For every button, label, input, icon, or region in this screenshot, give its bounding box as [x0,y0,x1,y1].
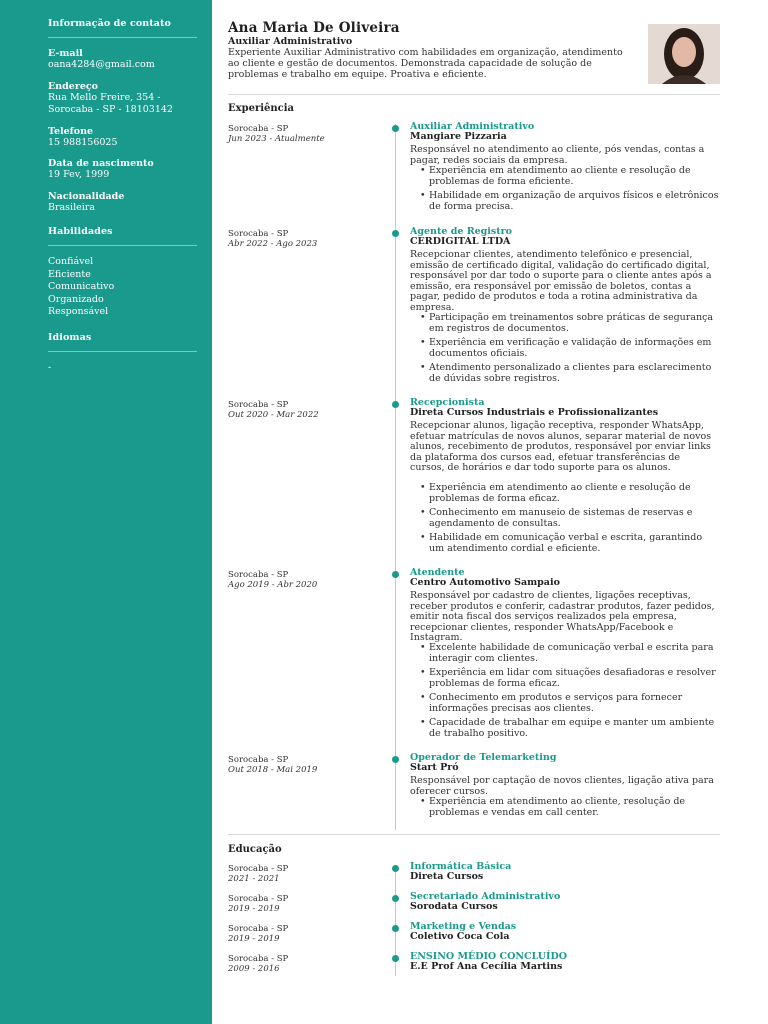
education-dates: 2021 - 2021 [228,874,280,884]
profile-photo [648,24,720,84]
timeline-dot [392,925,399,932]
job-description: Recepcionar alunos, ligação receptiva, responder WhatsApp, efetuar matrículas de novos alunos, separar material de novos alunos, recebimento de produtos, responsável por enviar links da plataforma dos cursos ead, efetuar transferências de cursos, de horários e dar todo suporte para os alunos. [410,420,712,473]
main-content [228,0,720,1024]
education-dates: 2009 - 2016 [228,964,280,974]
education-school: Coletivo Coca Cola [410,931,510,942]
job-bullets [410,166,720,216]
skill-item: Confiável [48,256,94,267]
divider [48,37,197,38]
education-location: Sorocaba - SP [228,924,289,934]
address-label: Endereço [48,80,99,92]
languages-section-title: Idiomas [48,331,92,343]
divider [48,245,197,246]
nationality-label: Nacionalidade [48,190,125,202]
education-section-title: Educação [228,844,282,855]
job-company: Mangiare Pizzaria [410,131,507,142]
email-label: E-mail [48,48,83,59]
list-item: • Experiência em atendimento ao cliente e resolução de problemas de forma eficaz. [410,483,720,504]
list-item: • Experiência em atendimento ao cliente, resolução de problemas e vendas em call center. [410,797,720,818]
job-bullets [410,643,720,743]
skill-item: Responsável [48,306,109,317]
section-divider [228,94,720,95]
address-value [48,92,198,117]
education-school: Direta Cursos [410,871,484,882]
job-location: Sorocaba - SP [228,570,289,580]
timeline-dot [392,895,399,902]
job-dates: Jun 2023 - Atualmente [228,134,325,144]
person-role: Auxiliar Administrativo [228,36,353,47]
profile-summary: Experiente Auxiliar Administrativo com habilidades em organização, atendimento ao cliente e gestão de documentos. Demonstrada capacidade de solução de problemas e trabalho em equipe. Proativa e eficiente. [228,47,623,80]
timeline-dot [392,571,399,578]
job-location: Sorocaba - SP [228,755,289,765]
address-line-1: Rua Mello Freire, 354 - [48,91,161,103]
education-title: ENSINO MÉDIO CONCLUÍDO [410,951,568,962]
skills-list [48,256,198,319]
section-divider [228,834,720,835]
timeline-dot [392,401,399,408]
education-location: Sorocaba - SP [228,864,289,874]
skill-item: Comunicativo [48,281,115,292]
list-item: • Habilidade em comunicação verbal e escrita, garantindo um atendimento cordial e eficiente. [410,533,720,554]
job-company: Centro Automotivo Sampaio [410,577,560,588]
job-title: Agente de Registro [410,226,512,237]
list-item: • Habilidade em organização de arquivos físicos e eletrônicos de forma precisa. [410,191,720,212]
job-title: Atendente [410,567,465,578]
education-title: Informática Básica [410,861,512,872]
education-title: Marketing e Vendas [410,921,517,932]
skill-item: Organizado [48,293,104,305]
job-title: Auxiliar Administrativo [410,121,535,132]
languages-value: - [48,361,52,373]
person-name: Ana Maria De Oliveira [228,20,400,36]
job-dates: Out 2020 - Mar 2022 [228,410,319,420]
education-school: Sorodata Cursos [410,901,498,912]
job-dates: Ago 2019 - Abr 2020 [228,580,318,590]
job-location: Sorocaba - SP [228,124,289,134]
education-title: Secretariado Administrativo [410,891,561,902]
timeline-dot [392,865,399,872]
education-dates: 2019 - 2019 [228,934,280,944]
job-location: Sorocaba - SP [228,229,289,239]
job-title: Recepcionista [410,397,485,408]
timeline-dot [392,230,399,237]
list-item: • Participação em treinamentos sobre práticas de segurança em registros de documentos. [410,313,720,334]
address-line-2: Sorocaba - SP - 18103142 [48,104,173,115]
person-avatar-icon [648,24,720,84]
job-location: Sorocaba - SP [228,400,289,410]
email-value[interactable]: oana4284@gmail.com [48,59,155,70]
education-school: E.E Prof Ana Cecília Martins [410,961,563,972]
sidebar [0,0,212,1024]
job-description: Responsável no atendimento ao cliente, pós vendas, contas a pagar, redes sociais da empresa. [410,144,705,166]
job-description: Responsável por cadastro de clientes, ligações receptivas, receber produtos e conferir, cadastrar produtos, fazer pedidos, emitir nota fiscal dos serviços realizados pela empresa, recepcionar clientes, responder WhatsApp/Facebook e Instagram. [410,590,715,643]
list-item: • Conhecimento em manuseio de sistemas de reservas e agendamento de consultas. [410,508,720,529]
education-location: Sorocaba - SP [228,954,289,964]
birth-value: 19 Fev, 1999 [48,169,110,180]
job-bullets [410,483,720,558]
job-dates: Abr 2022 - Ago 2023 [228,239,318,249]
education-location: Sorocaba - SP [228,894,289,904]
list-item: • Atendimento personalizado a clientes para esclarecimento de dúvidas sobre registros. [410,363,720,384]
job-company: Direta Cursos Industriais e Profissionalizantes [410,407,659,418]
phone-label: Telefone [48,125,94,137]
timeline-dot [392,756,399,763]
skill-item: Eficiente [48,268,91,280]
birth-label: Data de nascimento [48,158,154,169]
job-dates: Out 2018 - Mai 2019 [228,765,318,775]
list-item: • Experiência em lidar com situações desafiadoras e resolver problemas de forma eficaz. [410,668,720,689]
job-description: Responsável por captação de novos clientes, ligação ativa para oferecer cursos. [410,775,714,797]
experience-section-title: Experiência [228,103,295,114]
list-item: • Excelente habilidade de comunicação verbal e escrita para interagir com clientes. [410,643,720,664]
list-item: • Capacidade de trabalhar em equipe e manter um ambiente de trabalho positivo. [410,718,720,739]
nationality-value: Brasileira [48,201,96,213]
education-dates: 2019 - 2019 [228,904,280,914]
job-bullets [410,797,720,822]
skills-section-title: Habilidades [48,226,113,237]
phone-value: 15 988156025 [48,136,118,148]
job-bullets [410,313,720,388]
timeline-dot [392,125,399,132]
divider [48,351,197,352]
job-company: CERDIGITAL LTDA [410,236,511,247]
job-description: Recepcionar clientes, atendimento telefônico e presencial, emissão de certificado digital, validação do certificado digital, responsável por dar todo o suporte para o cliente antes após a emissão, era responsável por emissão de boletos, contas a pagar, pedido de produtos e toda a rotina administrativa da empresa. [410,249,712,313]
timeline-dot [392,955,399,962]
list-item: • Experiência em atendimento ao cliente e resolução de problemas de forma eficiente. [410,166,720,187]
list-item: • Experiência em verificação e validação de informações em documentos oficiais. [410,338,720,359]
contact-section-title: Informação de contato [48,18,171,29]
job-company: Start Pró [410,762,459,773]
job-title: Operador de Telemarketing [410,752,557,763]
list-item: • Conhecimento em produtos e serviços para fornecer informações precisas aos clientes. [410,693,720,714]
